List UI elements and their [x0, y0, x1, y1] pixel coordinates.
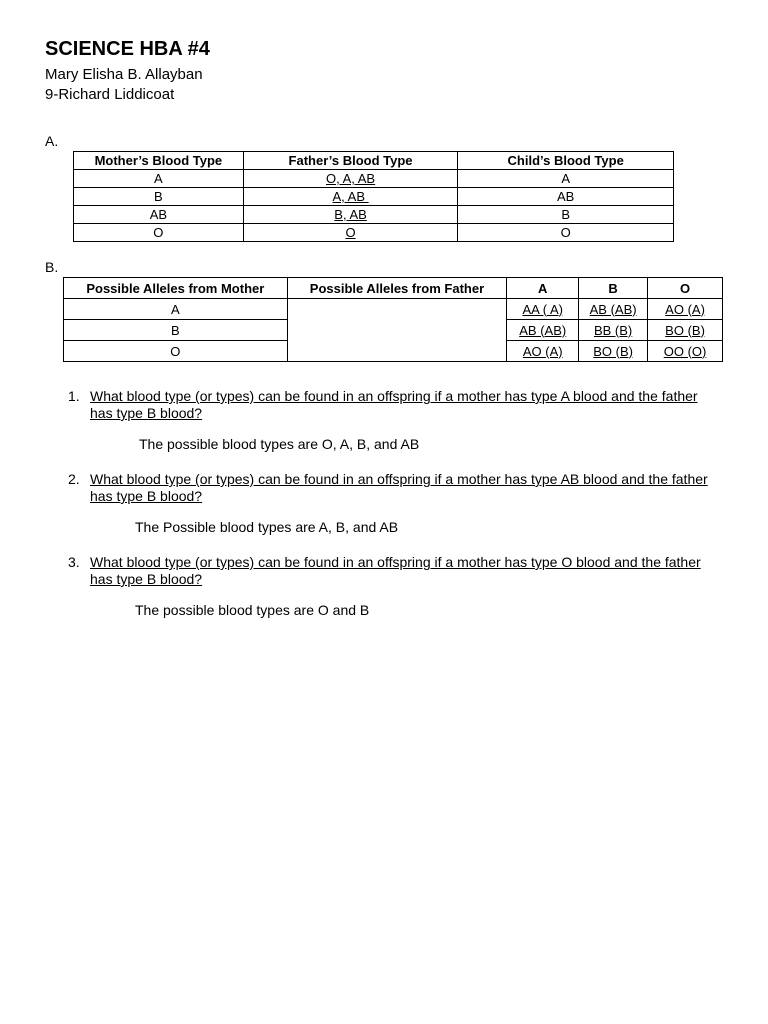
- table-cell: BO (B): [579, 341, 648, 362]
- table-cell: AB (AB): [579, 299, 648, 320]
- header-allele-o: O: [648, 278, 723, 299]
- table-cell: O: [64, 341, 288, 362]
- table-row: [74, 188, 674, 206]
- answer-2: The Possible blood types are A, B, and AB: [135, 519, 399, 535]
- table-cell: AA ( A): [507, 299, 579, 320]
- answer-3: The possible blood types are O and B: [135, 602, 370, 618]
- question-text: What blood type (or types) can be found in an offspring if a mother has type AB blood and the father has type B blood?: [90, 471, 708, 504]
- header-mother: Mother’s Blood Type: [74, 152, 244, 170]
- header-child: Child’s Blood Type: [458, 152, 674, 170]
- student-name: Mary Elisha B. Allayban: [45, 66, 203, 83]
- table-cell: AB (AB): [507, 320, 579, 341]
- table-row: [74, 224, 674, 242]
- table-cell: BB (B): [579, 320, 648, 341]
- header-allele-a: A: [507, 278, 579, 299]
- table-header-row: [74, 152, 674, 170]
- table-cell: O: [74, 224, 244, 242]
- section-b-label: B.: [45, 259, 59, 275]
- table-cell: AB: [74, 206, 244, 224]
- question-text: What blood type (or types) can be found in an offspring if a mother has type A blood and the father has type B blood?: [90, 388, 698, 421]
- table-cell: AO (A): [507, 341, 579, 362]
- question-3: [68, 554, 718, 588]
- question-2: [68, 471, 718, 505]
- table-cell: AO (A): [648, 299, 723, 320]
- question-1: [68, 388, 718, 422]
- table-cell: B: [64, 320, 288, 341]
- table-cell-merged: [287, 299, 507, 362]
- question-number: 3.: [68, 554, 80, 570]
- table-cell: O: [458, 224, 674, 242]
- table-cell: AB: [458, 188, 674, 206]
- table-row: [64, 299, 723, 320]
- question-number: 2.: [68, 471, 80, 487]
- table-cell: OO (O): [648, 341, 723, 362]
- blood-type-table: [73, 151, 674, 242]
- header-father: Father’s Blood Type: [243, 152, 458, 170]
- student-section: 9-Richard Liddicoat: [45, 86, 175, 103]
- table-cell: A: [64, 299, 288, 320]
- table-row: [74, 206, 674, 224]
- table-row: [74, 170, 674, 188]
- table-header-row: [64, 278, 723, 299]
- header-allele-b: B: [579, 278, 648, 299]
- header-father-alleles: Possible Alleles from Father: [287, 278, 507, 299]
- question-number: 1.: [68, 388, 80, 404]
- table-cell: B: [458, 206, 674, 224]
- answer-1: The possible blood types are O, A, B, and AB: [139, 436, 420, 452]
- table-cell: A, AB: [243, 188, 458, 206]
- document-title: SCIENCE HBA #4: [45, 38, 210, 60]
- table-cell: A: [74, 170, 244, 188]
- table-cell: A: [458, 170, 674, 188]
- punnett-table: [63, 277, 723, 362]
- table-cell: B: [74, 188, 244, 206]
- section-a-label: A.: [45, 133, 59, 149]
- question-text: What blood type (or types) can be found in an offspring if a mother has type O blood and the father has type B blood?: [90, 554, 701, 587]
- table-cell: BO (B): [648, 320, 723, 341]
- table-cell: O: [243, 224, 458, 242]
- header-mother-alleles: Possible Alleles from Mother: [64, 278, 288, 299]
- table-cell: B, AB: [243, 206, 458, 224]
- table-cell: O, A, AB: [243, 170, 458, 188]
